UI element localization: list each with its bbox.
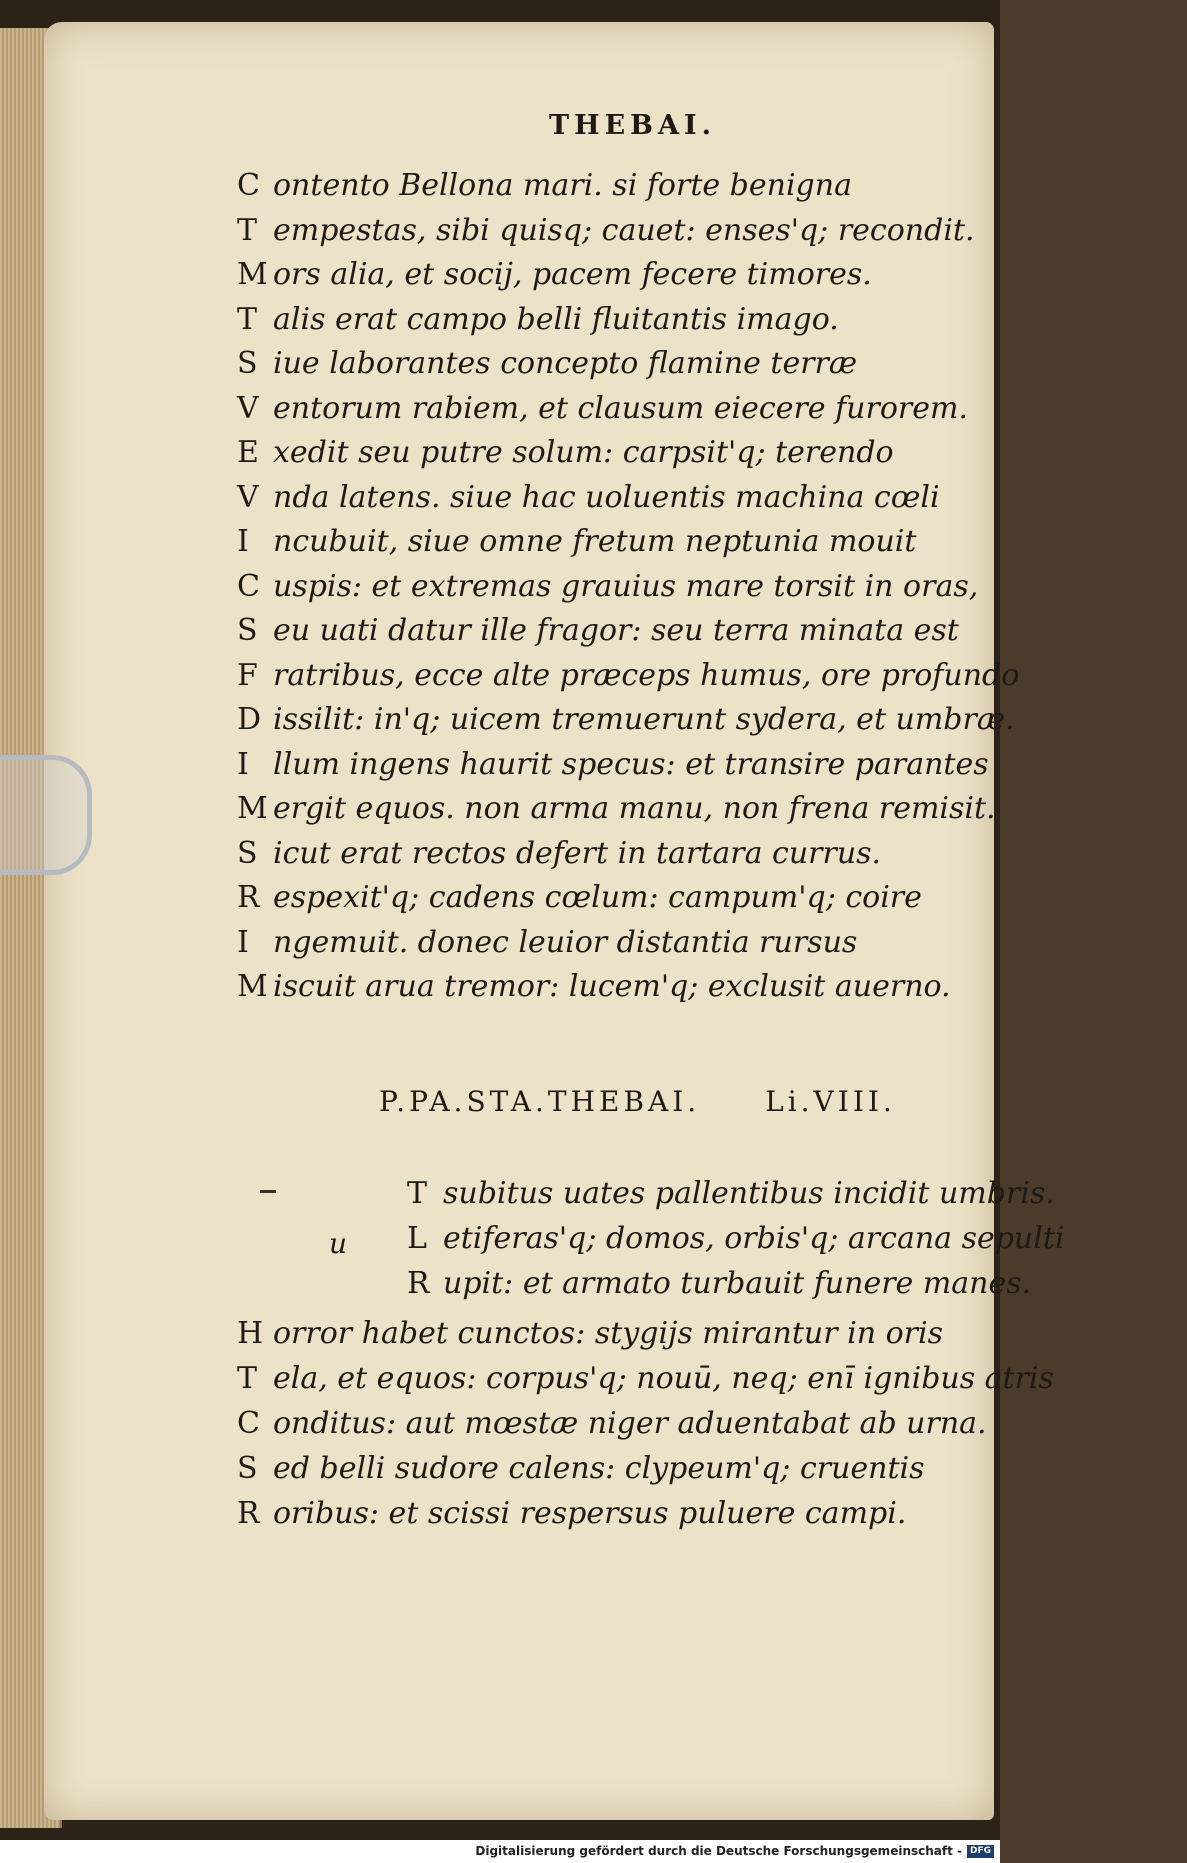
verse-text: ela, et equos: corpus'q; nouū, neq; enī ignibus atris — [273, 1361, 1054, 1396]
book-number: Li.VIII. — [765, 1085, 896, 1118]
verse-initial: V — [237, 479, 259, 515]
page-text — [44, 22, 1065, 1820]
verse-initial: H — [237, 1316, 264, 1351]
verse-text: alis erat campo belli fluitantis imago. — [273, 301, 839, 337]
verse-line — [237, 298, 1017, 342]
verse-text: issilit: in'q; uicem tremuerunt sydera, et umbræ. — [273, 702, 1015, 737]
verse-line — [237, 253, 1017, 297]
verse-text: xedit seu putre solum: carpsit'q; terendo — [273, 435, 894, 470]
verse-line — [237, 520, 1017, 564]
verse-initial: S — [237, 613, 258, 648]
verse-text: ontento Bellona mari. si forte benigna — [273, 168, 852, 203]
verse-text: ncubuit, siue omne fretum neptunia mouit — [273, 524, 917, 559]
metal-clip — [0, 755, 92, 875]
verse-initial: R — [237, 1496, 260, 1531]
verse-initial: T — [237, 301, 258, 337]
verse-line — [237, 1312, 1017, 1356]
verse-text: ratribus, ecce alte præceps humus, ore profundo — [273, 657, 1020, 693]
verse-text: orror habet cunctos: stygijs mirantur in oris — [273, 1316, 943, 1351]
verse-initial: R — [237, 880, 260, 915]
verse-line — [237, 787, 1017, 831]
verse-initial: M — [237, 969, 268, 1004]
verse-line — [237, 743, 1017, 787]
verse-text: iscuit arua tremor: lucem'q; exclusit auerno. — [273, 969, 951, 1004]
verse-text: upit: et armato turbauit funere manes. — [443, 1266, 1032, 1301]
verse-line — [237, 431, 1017, 475]
verse-initial: T — [237, 1361, 258, 1396]
verse-line — [237, 387, 1017, 431]
running-head: THEBAI. — [549, 110, 716, 141]
verse-initial: S — [237, 835, 258, 871]
dfg-logo: DFG — [967, 1845, 994, 1858]
verse-initial: T — [237, 212, 258, 248]
verse-line — [237, 1492, 1017, 1536]
verse-line — [237, 654, 1020, 698]
verse-text: oribus: et scissi respersus puluere campi. — [273, 1496, 907, 1531]
verse-line — [407, 1217, 1187, 1261]
digitization-footer — [0, 1840, 1000, 1863]
verse-initial: I — [237, 524, 249, 559]
verse-text: ngemuit. donec leuior distantia rursus — [273, 924, 858, 960]
verse-initial: S — [237, 346, 258, 381]
verse-text: espexit'q; cadens cœlum: campum'q; coire — [273, 880, 922, 915]
verse-text: eu uati datur ille fragor: seu terra minata est — [273, 613, 959, 648]
verse-initial: M — [237, 257, 268, 292]
verse-text: icut erat rectos defert in tartara currus. — [273, 835, 882, 871]
verse-text: llum ingens haurit specus: et transire parantes — [273, 746, 989, 782]
verse-line — [407, 1262, 1187, 1306]
verse-initial: C — [237, 1406, 260, 1441]
verse-text: ors alia, et socij, pacem fecere timores. — [273, 257, 872, 292]
book-page — [44, 22, 1065, 1820]
verse-initial: T — [407, 1176, 428, 1211]
verse-initial: D — [237, 702, 262, 737]
verse-text: ed belli sudore calens: clypeum'q; cruentis — [273, 1451, 925, 1486]
verse-text: empestas, sibi quisq; cauet: enses'q; recondit. — [273, 212, 975, 248]
margin-dash-mark — [260, 1190, 276, 1193]
verse-text: nda latens. siue hac uoluentis machina cœli — [273, 479, 940, 515]
verse-line — [237, 476, 1017, 520]
verse-initial: C — [237, 168, 260, 203]
verse-text: entorum rabiem, et clausum eiecere furorem. — [273, 390, 968, 426]
verse-text: iue laborantes concepto flamine terræ — [273, 346, 858, 381]
verse-initial: L — [407, 1221, 427, 1256]
verse-line — [237, 1357, 1054, 1401]
verse-initial: R — [407, 1266, 430, 1301]
verse-initial: C — [237, 568, 260, 604]
verse-line — [237, 832, 1017, 876]
section-title: P.PA.STA.THEBAI. — [379, 1085, 701, 1118]
verse-line — [237, 965, 1017, 1009]
verse-line — [237, 209, 1017, 253]
verse-line — [237, 921, 1017, 965]
verse-text: onditus: aut mœstæ niger aduentabat ab urna. — [273, 1406, 987, 1441]
footer-credit: Digitalisierung gefördert durch die Deutsche Forschungsgemeinschaft - — [475, 1844, 962, 1858]
verse-line — [237, 876, 1017, 920]
verse-initial: I — [237, 746, 249, 782]
verse-line — [237, 565, 1017, 609]
verse-initial: F — [237, 657, 258, 693]
margin-note: u — [329, 1227, 348, 1260]
verse-line — [237, 1402, 1017, 1446]
verse-line — [237, 609, 1017, 653]
verse-line — [407, 1172, 1187, 1216]
verse-line — [237, 164, 1017, 208]
verse-initial: E — [237, 435, 259, 470]
verse-initial: V — [237, 390, 259, 426]
verse-text: uspis: et extremas grauius mare torsit in oras, — [273, 568, 979, 604]
verse-line — [237, 342, 1017, 386]
section-heading — [379, 1085, 896, 1118]
verse-line — [237, 1447, 1017, 1491]
verse-text: ergit equos. non arma manu, non frena remisit. — [273, 791, 996, 826]
verse-text: subitus uates pallentibus incidit umbris. — [443, 1176, 1055, 1211]
verse-initial: I — [237, 924, 249, 960]
verse-initial: S — [237, 1451, 258, 1486]
verse-line — [237, 698, 1017, 742]
verse-initial: M — [237, 791, 268, 826]
verse-text: etiferas'q; domos, orbis'q; arcana sepulti — [443, 1221, 1065, 1256]
